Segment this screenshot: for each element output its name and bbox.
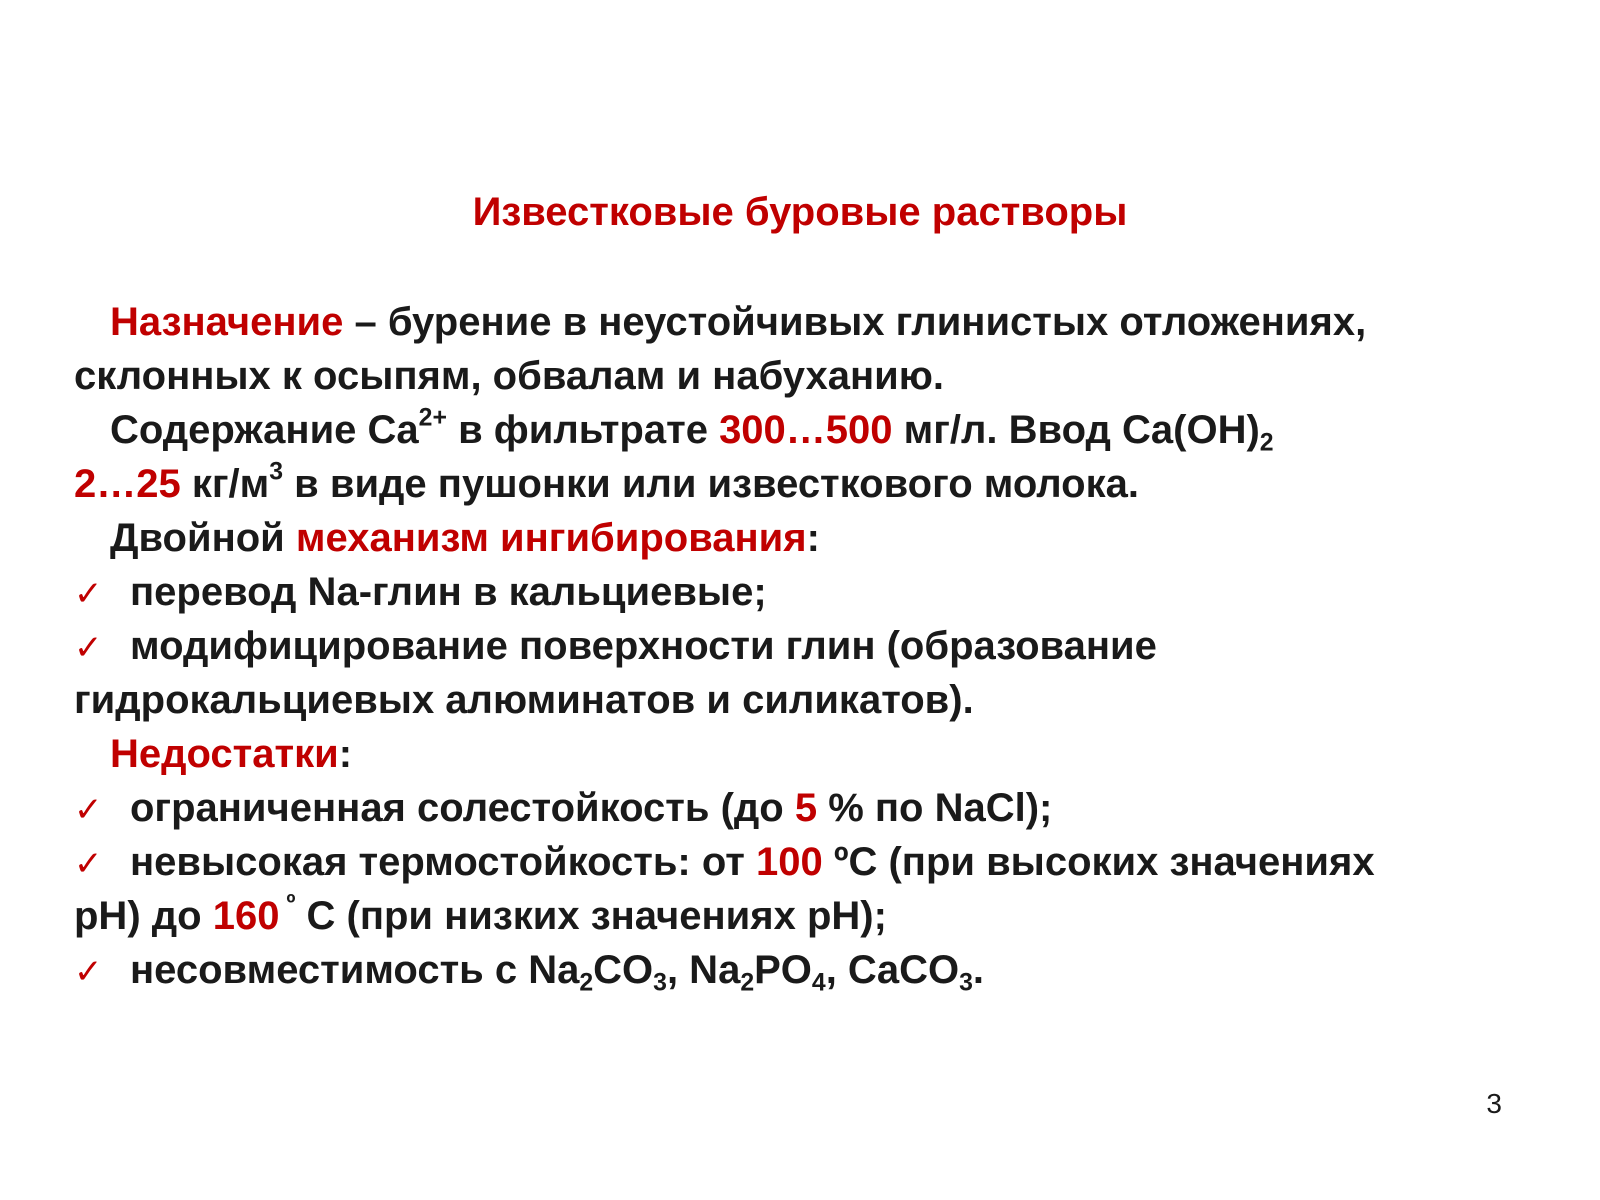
degree-sign: º [279,890,296,918]
subscript: 2 [579,969,594,997]
subscript: 4 [811,969,826,997]
list-item [74,835,1534,889]
drawback-2-line2-suffix: С (при низких значениях pH); [295,894,887,938]
drawback-1-suffix: % по NaCl); [817,786,1053,830]
list-item-continuation [74,673,1534,727]
mechanism-item-2-cont: гидрокальциевых алюминатов и силикатов). [74,678,974,722]
content-line-1 [74,403,1534,457]
drawback-2-prefix: невысокая термостойкость: от [130,840,756,884]
drawback-3-prefix: несовместимость с Na [130,948,580,992]
ca-charge: 2+ [418,404,447,432]
oh-subscript: 2 [1259,429,1274,457]
content-mid: в фильтрате [446,408,720,452]
drawback-2-line2-value: 160 [212,894,280,938]
content-line-2 [74,457,1534,511]
content-after-range: мг/л. Ввод Ca(OH) [892,408,1260,452]
purpose-label: Назначение [110,300,344,344]
mechanism-item-2: модифицирование поверхности глин (образование [130,624,1157,668]
slide-title: Известковые буровые растворы [472,190,1128,234]
dose-unit-sup: 3 [269,458,284,486]
checkmark-icon: ✓ [74,844,103,884]
checkmark-icon: ✓ [74,952,103,992]
checkmark-icon: ✓ [74,574,103,614]
content-dose-rest: в виде пушонки или известкового молока. [283,462,1139,506]
mechanism-label: механизм ингибирования [295,516,807,560]
drawback-2-line2-prefix: pH) до [74,894,213,938]
mechanism-item-1: перевод Na-глин в кальциевые; [130,570,767,614]
purpose-text-1: – бурение в неустойчивых глинистых отложениях, [343,300,1367,344]
formula-part: . [972,948,984,992]
mechanism-heading [74,511,1534,565]
drawbacks-colon: : [338,732,353,776]
subscript: 3 [653,969,667,997]
purpose-line-1 [74,295,1534,349]
drawback-1-prefix: ограниченная солестойкость (до [130,786,795,830]
purpose-text-2: склонных к осыпям, обвалам и набуханию. [74,354,945,398]
list-item [74,565,1534,619]
checkmark-icon: ✓ [74,790,103,830]
content-dose-unit: кг/м [180,462,270,506]
content-prefix: Содержание Ca [110,408,419,452]
drawbacks-label: Недостатки [110,732,339,776]
content-range: 300…500 [719,408,893,452]
formula-part: , Na [666,948,741,992]
drawbacks-heading [74,727,1534,781]
list-item [74,943,1534,997]
drawback-1-value: 5 [794,786,818,830]
drawback-2-suffix: ºС (при высоких значениях [822,840,1375,884]
drawback-2-value: 100 [756,840,823,884]
formula-part: PO [754,948,812,992]
mechanism-colon: : [806,516,820,560]
formula-part: CO [593,948,654,992]
content-dose: 2…25 [74,462,181,506]
checkmark-icon: ✓ [74,628,103,668]
slide-body [74,295,1534,997]
formula-part: , CaCO [825,948,960,992]
page-number: 3 [1486,1088,1502,1119]
list-item-continuation [74,889,1534,943]
subscript: 3 [959,969,973,997]
list-item [74,619,1534,673]
mechanism-prefix: Двойной [110,516,296,560]
subscript: 2 [740,969,755,997]
list-item [74,781,1534,835]
purpose-line-2 [74,349,1534,403]
